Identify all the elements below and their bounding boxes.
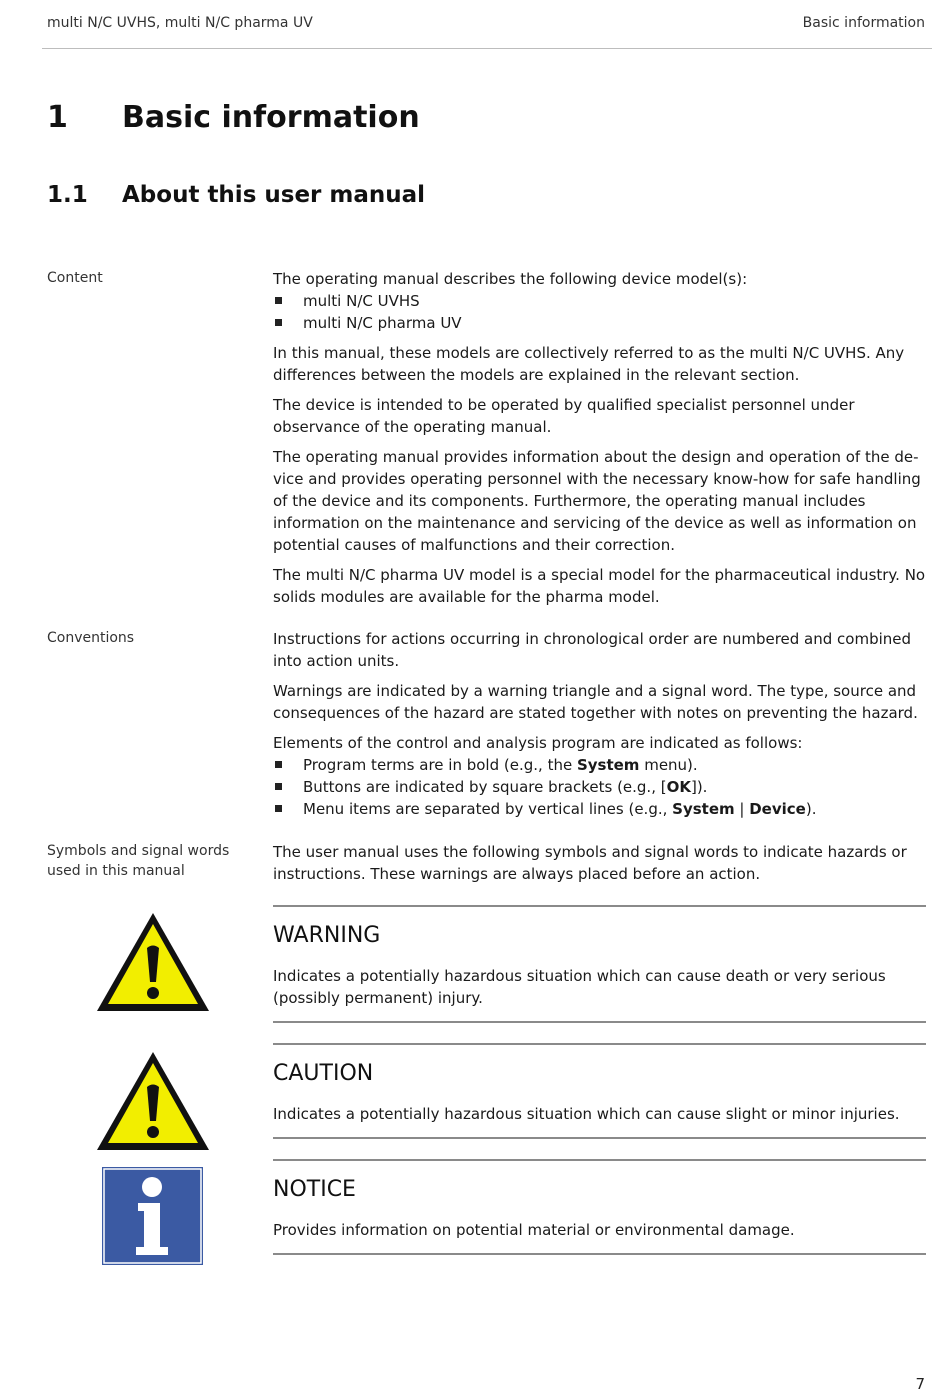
- content-paragraph: The device is intended to be operated by qualified specialist personnel under observance of the operating manual.: [273, 396, 855, 436]
- symbols-body: [273, 841, 929, 893]
- chapter-number: 1: [47, 100, 68, 135]
- bullet-icon: [275, 761, 282, 768]
- symbols-intro: The user manual uses the following symbols and signal words to indicate hazards or instructions. These warnings are always placed before an action.: [273, 843, 907, 883]
- content-side-label: Content: [47, 270, 103, 286]
- header-document-title: multi N/C UVHS, multi N/C pharma UV: [47, 15, 313, 31]
- model-list: [273, 290, 929, 334]
- list-text: ).: [805, 800, 817, 818]
- list-text: menu).: [639, 756, 698, 774]
- conventions-paragraph: Elements of the control and analysis program are indicated as follows:: [273, 734, 803, 752]
- content-body: [273, 268, 929, 616]
- conventions-paragraph: Instructions for actions occurring in chronological order are numbered and combined into action units.: [273, 630, 912, 670]
- caution-notice: [273, 1043, 926, 1139]
- header-section-name: Basic information: [802, 15, 925, 31]
- info-icon: [100, 1165, 205, 1267]
- menu-term: Device: [749, 800, 806, 818]
- notice-signal-word: NOTICE: [273, 1177, 356, 1202]
- list-item: [273, 312, 929, 334]
- program-term: System: [576, 756, 640, 774]
- warning-description: Indicates a potentially hazardous situation which can cause death or very serious (possibly permanent) injury.: [273, 967, 886, 1007]
- conventions-side-label: Conventions: [47, 630, 135, 646]
- symbols-side-label: Symbols and signal words used in this manual: [47, 843, 230, 879]
- chapter-title: Basic information: [122, 100, 420, 135]
- list-item: [273, 290, 929, 312]
- notice-description: Provides information on potential material or environmental damage.: [273, 1221, 795, 1239]
- conventions-list: [273, 754, 929, 820]
- model-name: multi N/C pharma UV: [303, 314, 462, 332]
- caution-signal-word: CAUTION: [273, 1061, 374, 1086]
- section-title: About this user manual: [122, 182, 426, 208]
- content-paragraph: The operating manual provides information about the design and operation of the device and provides operating personnel with the necessary know-how for safe handling of the device and its components. Furthermore, the operating manual includes information on the maintenance and servicing of the device as well as information on potential causes of malfunctions and their correction.: [273, 448, 921, 554]
- menu-term: System: [672, 800, 735, 818]
- list-text: ]).: [690, 778, 708, 796]
- button-term: OK: [666, 778, 691, 796]
- section-number: 1.1: [47, 182, 88, 208]
- list-text: Menu items are separated by vertical lines (e.g.,: [303, 800, 673, 818]
- conventions-body: [273, 628, 929, 828]
- content-intro: The operating manual describes the following device model(s):: [273, 270, 748, 288]
- warning-notice: [273, 905, 926, 1023]
- content-paragraph: In this manual, these models are collectively referred to as the multi N/C UVHS. Any differences between the models are explained in the relevant section.: [273, 344, 905, 384]
- list-text: Buttons are indicated by square brackets (e.g., [: [303, 778, 667, 796]
- bullet-icon: [275, 297, 282, 304]
- caution-triangle-icon: [94, 1049, 212, 1153]
- caution-description: Indicates a potentially hazardous situation which can cause slight or minor injuries.: [273, 1105, 900, 1123]
- list-item: [273, 776, 929, 798]
- bullet-icon: [275, 805, 282, 812]
- list-text: Program terms are in bold (e.g., the: [303, 756, 577, 774]
- content-paragraph: The multi N/C pharma UV model is a special model for the pharmaceutical industry. No solids modules are available for the pharma model.: [273, 566, 926, 606]
- header-divider: [42, 48, 932, 49]
- page-number: 7: [915, 1375, 925, 1393]
- menu-separator: |: [734, 800, 750, 818]
- model-name: multi N/C UVHS: [303, 292, 420, 310]
- list-item: [273, 754, 929, 776]
- list-item: [273, 798, 929, 820]
- bullet-icon: [275, 319, 282, 326]
- warning-triangle-icon: [94, 910, 212, 1014]
- conventions-paragraph: Warnings are indicated by a warning triangle and a signal word. The type, source and consequences of the hazard are stated together with notes on preventing the hazard.: [273, 682, 918, 722]
- warning-signal-word: WARNING: [273, 923, 381, 948]
- bullet-icon: [275, 783, 282, 790]
- notice-notice: [273, 1159, 926, 1255]
